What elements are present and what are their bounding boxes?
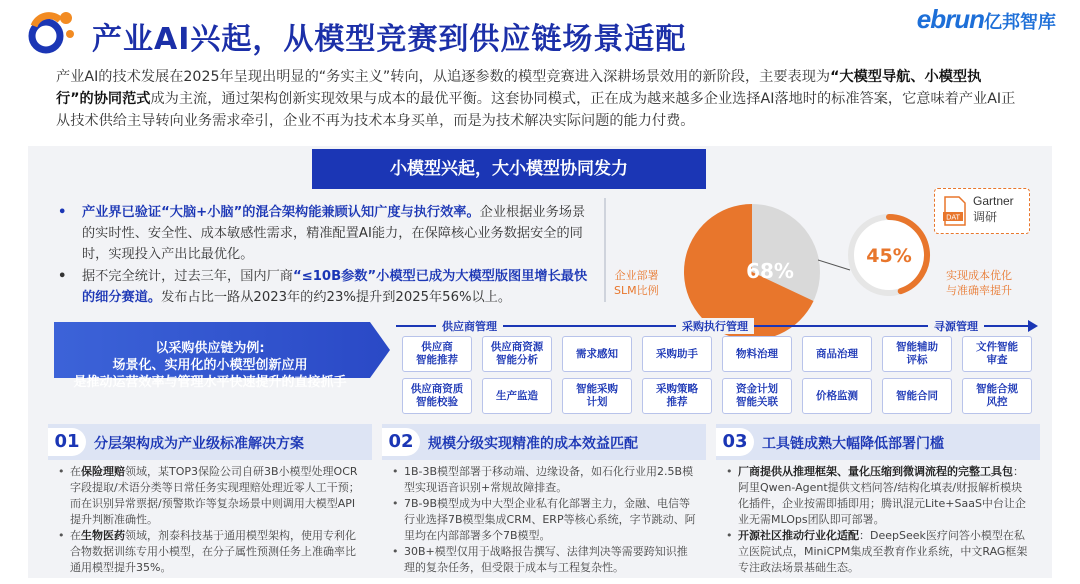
scenario-cell (802, 378, 872, 414)
source-text (973, 193, 1014, 225)
pie-caption-line-2: SLM比例 (614, 284, 659, 297)
section-banner: 小模型兴起，大小模型协同发力 (312, 149, 706, 189)
scenario-cell-text (896, 341, 938, 367)
page-title: 产业AI兴起，从模型竞赛到供应链场景适配 (92, 22, 687, 57)
scenario-cell-text (816, 390, 858, 403)
card-title: 规模分级实现精准的成本效益匹配 (428, 436, 638, 452)
card-number: 01 (48, 428, 86, 456)
scenario-cell-text (976, 341, 1018, 367)
scenario-cell-line: 智能推荐 (416, 354, 458, 366)
scenario-cell-text (816, 348, 858, 361)
pie-caption (614, 268, 659, 298)
scenario-cell (962, 378, 1032, 414)
brand-cn: 亿邦智库 (984, 12, 1056, 32)
card-item-bold: 开源社区推动行业化适配 (738, 529, 859, 542)
card-item-pre: 在 (70, 465, 81, 478)
scenario-cell-line: 供应商资质 (410, 383, 464, 395)
stage-supplier: 供应商管理 (436, 318, 503, 334)
scenario-cell-line: 供应商资源 (490, 341, 544, 353)
scenario-cell-line: 智能分析 (496, 354, 538, 366)
bullet-item (58, 266, 588, 308)
pie-caption-line-1: 企业部署 (614, 269, 659, 282)
scenario-cell-text (736, 383, 778, 409)
intro-bold: “大模型导航、小模型执行”的协同范式 (56, 69, 982, 107)
source-line-1: Gartner (973, 194, 1014, 208)
scenario-cell (722, 378, 792, 414)
card-item-text: ：DeepSeek医疗问答小模型在私立医院试点，MiniCPM集成至教育作业系统，中文RAG框架专注政法场景基础生态。 (738, 529, 1028, 574)
bullet-text: 企业根据业务场景的实时性、安全性、成本敏感性需求，精准配置AI能力，在保障核心业务数据安全的同时，实现投入产出比最优化。 (82, 205, 586, 262)
scenario-cell-line: 智能合同 (896, 389, 938, 402)
ring-caption (946, 268, 1012, 298)
scenario-cell (642, 378, 712, 414)
scenario-cell-line: 资金计划 (736, 383, 778, 395)
card-02 (382, 424, 706, 574)
scenario-cell-line: 智能关联 (736, 396, 778, 408)
bullet-text: 发布占比一路从2023年的约23%提升到2025年56%以上。 (161, 290, 512, 305)
timeline-arrowhead (1028, 320, 1038, 332)
scenario-cell-text (656, 383, 698, 409)
scenario-cell (402, 378, 472, 414)
card-header (716, 424, 1040, 460)
card-item-bold: 厂商提供从推理框架、量化压缩到微调流程的完整工具包 (738, 465, 1013, 478)
intro-paragraph (56, 66, 1016, 132)
scenario-cell-line: 生产监造 (496, 389, 538, 402)
card-item-bold: 保险理赔 (81, 465, 125, 478)
pie-value-label: 68% (746, 259, 794, 283)
scenario-cell-line: 智能辅助 (896, 341, 938, 353)
source-tag (934, 188, 1030, 234)
stage-procurement: 采购执行管理 (676, 318, 754, 334)
scenario-cell (802, 336, 872, 372)
card-item-bold: 生物医药 (81, 529, 125, 542)
card-body (58, 464, 362, 576)
card-item-text: 1B-3B模型部署于移动端、边缘设备，如石化行业用2.5B模型实现语音识别+常规故障排查。 (404, 465, 694, 494)
card-body (726, 464, 1030, 576)
cost-ring-chart (846, 212, 932, 298)
bullet-list (58, 202, 588, 309)
ring-caption-line-2: 与准确率提升 (946, 284, 1012, 297)
stage-sourcing: 寻源管理 (928, 318, 984, 334)
card-item-text: 30B+模型仅用于战略报告撰写、法律判决等需要跨知识推理的复杂任务，但受限于成本与工程复杂性。 (404, 545, 688, 574)
scenario-cell-text (736, 348, 778, 361)
scenario-cell (722, 336, 792, 372)
card-item-text: 7B-9B模型成为中大型企业私有化部署主力，金融、电信等行业选择7B模型集成CRM、ERP等核心系统，字节跳动、阿里均在内部部署多个7B模型。 (404, 497, 696, 542)
scenario-cell (882, 378, 952, 414)
file-icon-label: DAT (946, 213, 960, 222)
bullet-highlight: “≤10B参数”小模型已成为大模型版图里增长最快的细分赛道。 (82, 269, 588, 305)
scenario-cell-text (491, 341, 544, 367)
scenario-grid (396, 336, 1032, 412)
scenario-cell (562, 336, 632, 372)
scenario-cell-line: 审查 (986, 354, 1008, 366)
scenario-cell-text (656, 348, 698, 361)
flow-line-1: 以采购供应链为例: (155, 341, 265, 356)
card-item-text: 领域，剂泰科技基于通用模型架构，使用专利化合物数据训练专用小模型，在分子属性预测任务上准确率比通用模型提升35%。 (70, 529, 356, 574)
scenario-cell-text (411, 383, 464, 409)
bullet-dot: • (58, 269, 67, 284)
scenario-cell-text (496, 390, 538, 403)
scenario-cell-line: 价格监测 (816, 389, 858, 402)
intro-part-2: 成为主流，通过架构创新实现效果与成本的最优平衡。这套协同模式，正在成为越来越多企业选择AI落地时的标准答案，它意味着产业AI正从技术供给主导转向业务需求牵引，企业不再为技术本身买单，而是为技术解决实际问题的能力付费。 (56, 91, 1016, 129)
scenario-cell-line: 文件智能 (976, 341, 1018, 353)
card-header (48, 424, 372, 460)
scenario-cell-line: 供应商 (421, 341, 453, 353)
card-item (58, 464, 362, 528)
scenario-cell-text (576, 348, 618, 361)
card-body (392, 464, 696, 576)
card-number: 03 (716, 428, 754, 456)
scenario-cell-line: 评标 (906, 354, 928, 366)
scenario-cell-text (576, 383, 618, 409)
scenario-cell (562, 378, 632, 414)
scenario-cell (962, 336, 1032, 372)
card-item (392, 496, 696, 544)
card-item (726, 528, 1030, 576)
scenario-cell (642, 336, 712, 372)
flow-line-3: 是推动运营效率与管理水平快速提升的直接抓手 (73, 375, 347, 390)
scenario-cell-line: 采购助手 (656, 347, 698, 360)
card-03 (716, 424, 1040, 574)
scenario-cell (482, 336, 552, 372)
data-file-icon (943, 196, 967, 226)
bullet-dot: • (58, 205, 67, 220)
card-item-text: 领域，某TOP3保险公司自研3B小模型处理OCR字段提取/术语分类等日常任务实现理赔处理近零人工干预；而在识别异常票据/预警欺诈等复杂场景中则调用大模型API提升判断准确性。 (70, 465, 360, 526)
brand-logo (917, 4, 1056, 35)
card-item (726, 464, 1030, 528)
intro-part-1: 产业AI的技术发展在2025年呈现出明显的“务实主义”转向，从追逐参数的模型竞赛进入深耕场景效用的新阶段，主要表现为 (56, 69, 831, 85)
bullet-prefix: 据不完全统计，过去三年，国内厂商 (82, 269, 293, 284)
scenario-cell-line: 智能校验 (416, 396, 458, 408)
scenario-cell-line: 智能合规 (976, 383, 1018, 395)
card-item-pre: 在 (70, 529, 81, 542)
card-header (382, 424, 706, 460)
flow-text (60, 340, 360, 391)
scenario-cell-line: 物料治理 (736, 347, 778, 360)
scenario-cell (402, 336, 472, 372)
scenario-cell-line: 推荐 (666, 396, 688, 408)
card-item (58, 528, 362, 576)
card-item-text: ：阿里Qwen-Agent提供文档问答/结构化填表/财报解析模块化插件，企业按需即插即用；腾讯混元Lite+SaaS中台让企业无需MLOps团队即可部署。 (738, 465, 1026, 526)
vertical-divider (604, 198, 606, 302)
card-number: 02 (382, 428, 420, 456)
brand-word: ebrun (916, 4, 984, 34)
ring-caption-line-1: 实现成本优化 (946, 269, 1012, 282)
ring-value-label: 45% (866, 245, 912, 267)
logo-icon (26, 8, 78, 60)
bullet-highlight: 产业界已验证“大脑+小脑”的混合架构能兼顾认知广度与执行效率。 (82, 205, 480, 220)
scenario-cell-line: 风控 (986, 396, 1008, 408)
source-line-2: 调研 (973, 210, 998, 224)
scenario-cell-line: 采购策略 (656, 383, 698, 395)
scenario-cell-text (976, 383, 1018, 409)
card-title: 分层架构成为产业级标准解决方案 (94, 436, 304, 452)
scenario-cell (882, 336, 952, 372)
scenario-cell-line: 商品治理 (816, 347, 858, 360)
scenario-cell (482, 378, 552, 414)
scenario-cell-line: 需求感知 (576, 347, 618, 360)
card-item (392, 544, 696, 576)
card-01 (48, 424, 372, 574)
scenario-cell-text (896, 390, 938, 403)
card-title: 工具链成熟大幅降低部署门槛 (762, 436, 944, 452)
scenario-cell-text (416, 341, 458, 367)
scenario-cell-line: 智能采购 (576, 383, 618, 395)
card-item (392, 464, 696, 496)
flow-line-2: 场景化、实用化的小模型创新应用 (112, 358, 308, 373)
bullet-item (58, 202, 588, 265)
scenario-cell-line: 计划 (586, 396, 608, 408)
